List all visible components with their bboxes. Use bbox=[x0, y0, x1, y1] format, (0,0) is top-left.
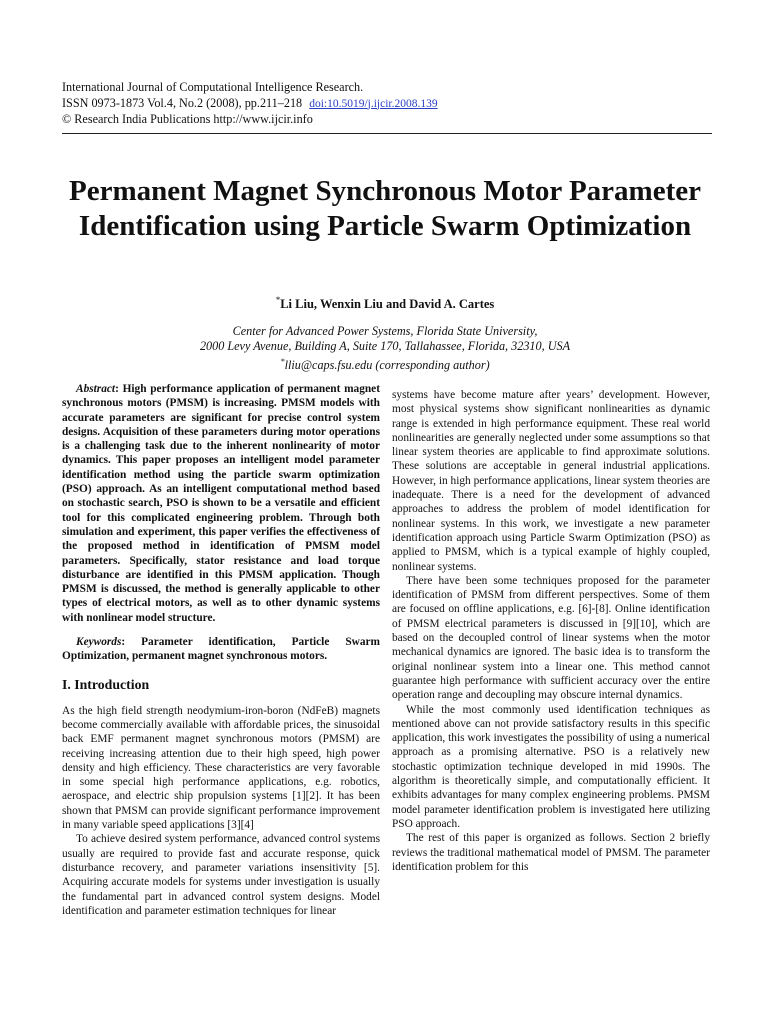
journal-header bbox=[62, 80, 712, 128]
email-text: lliu@caps.fsu.edu (corresponding author) bbox=[284, 358, 490, 373]
keywords bbox=[62, 635, 380, 664]
issn-text: ISSN 0973-1873 Vol.4, No.2 (2008), pp.211–218 bbox=[62, 95, 303, 110]
keywords-text: : Parameter identification, Particle Swarm Optimization, permanent magnet synchronous motors. bbox=[62, 636, 380, 663]
intro-paragraph-2: To achieve desired system performance, advanced control systems usually are required to provide fast and accurate response, quick disturbance recovery, and parameter variations insensitivity [5]. Acquiring accurate models for systems under investigation is usually the fundamental part in advanced control system designs. Model identification and parameter estimation techniques for linear bbox=[62, 833, 380, 917]
affiliation-line-2: 2000 Levy Avenue, Building A, Suite 170, Tallahassee, Florida, 32310, USA bbox=[199, 339, 571, 353]
right-column bbox=[392, 388, 710, 874]
publisher-line: © Research India Publications http://www.ijcir.info bbox=[62, 112, 313, 126]
email-marker: * bbox=[280, 356, 285, 366]
header-rule bbox=[62, 133, 712, 134]
affiliation-email bbox=[40, 354, 730, 373]
right-paragraph-1: systems have become mature after years’ development. However, most physical systems show significant nonlinearities as dynamic range is extended in high performance equipment. These real world nonlinearities are generally neglected under some assumptions so that linear system theories are applicable to find approximate solutions. These solutions are acceptable in general industrial applications. However, in high performance applications, linear system theories are inadequate. There is a need for the development of advanced approaches to address the problem of model identification for nonlinear systems. In this work, we investigate a new parameter identification approach using Particle Swarm Optimization (PSO) as applied to PMSM, which is a typical example of highly coupled, nonlinear systems. bbox=[392, 389, 710, 573]
doi-link[interactable]: doi:10.5019/j.ijcir.2008.139 bbox=[309, 97, 438, 110]
right-paragraph-3: While the most commonly used identification techniques as mentioned above can not provide satisfactory results in this specific application, this work investigates the possibility of using a numerical approach as a promising alternative. PSO is a relatively new stochastic optimization technique developed in mid 1990s. The algorithm is theoretically simple, and computationally efficient. It exhibits advantages for many complex engineering problems. PMSM model parameter identification problem is investigated here utilizing PSO approach. bbox=[392, 703, 710, 830]
left-column bbox=[62, 382, 380, 918]
keywords-label: Keywords bbox=[76, 636, 122, 649]
author-list bbox=[40, 292, 730, 312]
right-paragraph-2: There have been some techniques proposed for the parameter identification of PMSM from different perspectives. Some of them are focused on offline applications, e.g. [6]-[8]. Online identification of PMSM electrical parameters is discussed in [9][10], which are based on the decoupled control of linear systems when the motor mechanical dynamics are ignored. The basic idea is to transform the original nonlinear system into a linear one. This method cannot guarantee high performance with sufficient accuracy over the entire operation range and decoupling may obscure internal dynamics. bbox=[392, 574, 710, 702]
intro-paragraph-1: As the high field strength neodymium-iron-boron (NdFeB) magnets become commercially available with affordable prices, the sinusoidal back EMF permanent magnet synchronous motors (PMSM) are receiving increasing attention due to their high speed, high power density and high efficiency. These characteristics are very favorable in some special high performance applications, e.g. robotics, aerospace, and electric ship propulsion systems [1][2]. It has been shown that PMSM can provide significant performance improvement in many variable speed applications [3][4] bbox=[62, 704, 380, 832]
right-paragraph-4: The rest of this paper is organized as follows. Section 2 briefly reviews the traditional mathematical model of PMSM. The parameter identification problem for this bbox=[392, 832, 710, 873]
author-names: Li Liu, Wenxin Liu and David A. Cartes bbox=[280, 297, 495, 312]
abstract-label: Abstract bbox=[76, 383, 116, 395]
affiliation bbox=[40, 324, 730, 373]
paper-title: Permanent Magnet Synchronous Motor Parameter Identification using Particle Swarm Optimization bbox=[69, 175, 701, 242]
journal-name: International Journal of Computational Intelligence Research. bbox=[62, 80, 364, 94]
abstract-text: : High performance application of permanent magnet synchronous motors (PMSM) is increasing. PMSM models with accurate parameters are significant for precise control system designs. Acquisition of these parameters during motor operations is a challenging task due to the inherent nonlinearity of motor dynamics. This paper proposes an intelligent model parameter identification method using the particle swarm optimization (PSO) approach. As an intelligent computational method based on stochastic search, PSO is shown to be a versatile and efficient tool for this complicated engineering problem. Through both simulation and experiment, this paper verifies the effectiveness of the proposed method in identification of PMSM model parameters. Specifically, stator resistance and load torque disturbance are identified in this PMSM application. Though PMSM is discussed, the method is generally applicable to other types of electrical motors, as well as to other dynamic systems with nonlinear model structure. bbox=[62, 383, 380, 624]
affiliation-line-1: Center for Advanced Power Systems, Florida State University, bbox=[232, 324, 538, 338]
section-heading-introduction: I. Introduction bbox=[62, 676, 150, 692]
issn-line bbox=[62, 96, 712, 113]
corresponding-marker: * bbox=[275, 295, 281, 305]
abstract bbox=[62, 382, 380, 625]
